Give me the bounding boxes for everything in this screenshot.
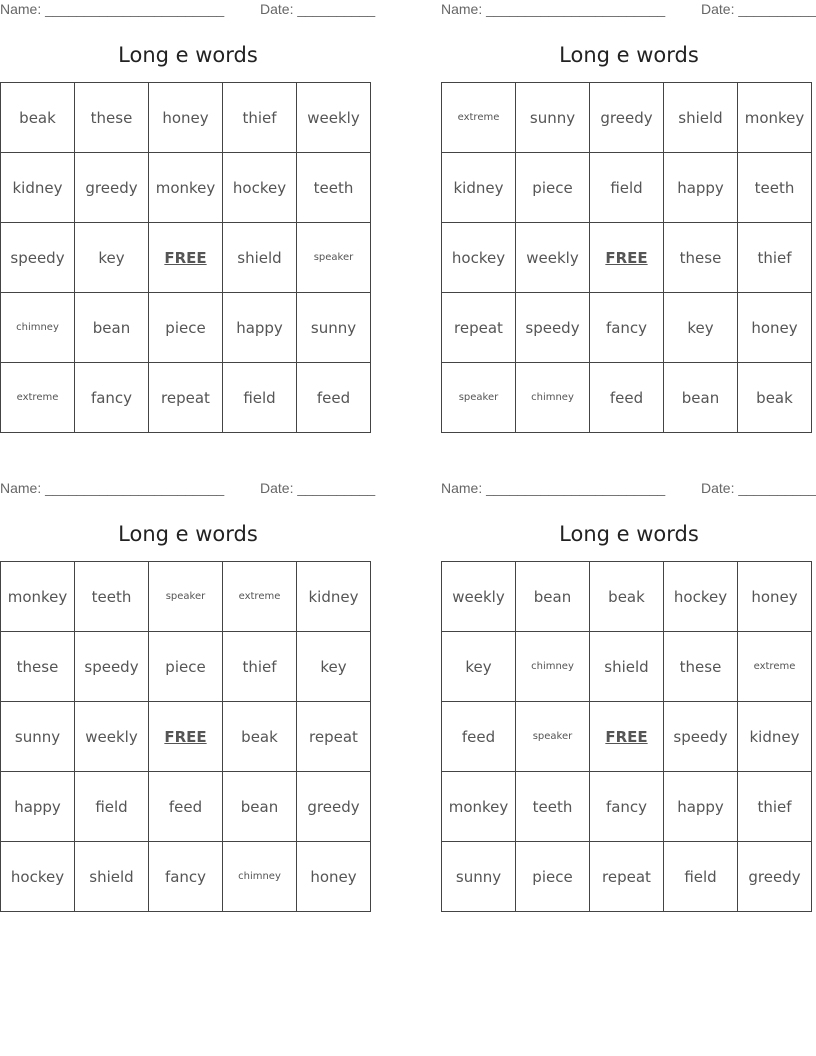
date-field: Date: __________: [701, 480, 816, 496]
grid-row: [442, 83, 812, 153]
grid-cell: sunny: [297, 293, 371, 363]
grid-row: [442, 632, 812, 702]
grid-row: [1, 363, 371, 433]
grid-cell: speaker: [516, 702, 590, 772]
grid-cell: greedy: [590, 83, 664, 153]
grid-cell: happy: [664, 772, 738, 842]
grid-cell: beak: [223, 702, 297, 772]
card-title: Long e words: [118, 43, 258, 67]
grid-cell: kidney: [442, 153, 516, 223]
grid-cell: greedy: [297, 772, 371, 842]
date-field: Date: __________: [260, 1, 376, 17]
grid-row: [1, 153, 371, 223]
grid-cell: beak: [590, 562, 664, 632]
name-field: Name: _______________________: [441, 1, 666, 17]
grid-cell: greedy: [75, 153, 149, 223]
free-space: FREE: [149, 702, 223, 772]
grid-cell: field: [590, 153, 664, 223]
date-field: Date: __________: [260, 480, 376, 496]
grid-cell: speaker: [442, 363, 516, 433]
grid-row: [1, 223, 371, 293]
grid-cell: repeat: [149, 363, 223, 433]
bingo-card-1: [0, 0, 376, 440]
grid-cell: weekly: [442, 562, 516, 632]
grid-cell: feed: [442, 702, 516, 772]
grid-cell: key: [75, 223, 149, 293]
bingo-card-2: [441, 0, 816, 440]
grid-cell: field: [75, 772, 149, 842]
grid-cell: these: [75, 83, 149, 153]
grid-cell: field: [664, 842, 738, 912]
grid-row: [1, 772, 371, 842]
grid-cell: bean: [516, 562, 590, 632]
grid-cell: thief: [738, 223, 812, 293]
grid-cell: honey: [297, 842, 371, 912]
grid-cell: monkey: [1, 562, 75, 632]
grid-row: [1, 293, 371, 363]
card-title: Long e words: [559, 522, 699, 546]
grid-cell: repeat: [590, 842, 664, 912]
grid-cell: key: [442, 632, 516, 702]
free-space: FREE: [590, 702, 664, 772]
grid-cell: weekly: [516, 223, 590, 293]
grid-cell: sunny: [516, 83, 590, 153]
grid-cell: monkey: [738, 83, 812, 153]
grid-cell: repeat: [442, 293, 516, 363]
grid-cell: weekly: [297, 83, 371, 153]
grid-cell: extreme: [442, 83, 516, 153]
grid-cell: teeth: [516, 772, 590, 842]
free-space: FREE: [590, 223, 664, 293]
grid-cell: monkey: [442, 772, 516, 842]
grid-cell: speedy: [1, 223, 75, 293]
grid-cell: speedy: [664, 702, 738, 772]
grid-cell: bean: [75, 293, 149, 363]
grid-cell: extreme: [738, 632, 812, 702]
grid-cell: piece: [516, 153, 590, 223]
grid-cell: shield: [223, 223, 297, 293]
grid-row: [1, 83, 371, 153]
card-title: Long e words: [559, 43, 699, 67]
grid-cell: shield: [590, 632, 664, 702]
grid-cell: field: [223, 363, 297, 433]
name-field: Name: _______________________: [0, 1, 225, 17]
grid-row: [442, 772, 812, 842]
grid-row: [442, 702, 812, 772]
bingo-card-4: [441, 479, 816, 919]
grid-row: [1, 702, 371, 772]
grid-cell: teeth: [75, 562, 149, 632]
grid-cell: key: [664, 293, 738, 363]
grid-cell: feed: [297, 363, 371, 433]
grid-row: [1, 562, 371, 632]
grid-cell: speaker: [149, 562, 223, 632]
grid-row: [442, 363, 812, 433]
grid-cell: monkey: [149, 153, 223, 223]
grid-cell: happy: [223, 293, 297, 363]
grid-cell: hockey: [664, 562, 738, 632]
grid-cell: thief: [223, 632, 297, 702]
grid-cell: kidney: [1, 153, 75, 223]
grid-cell: teeth: [738, 153, 812, 223]
grid-cell: beak: [1, 83, 75, 153]
card-title: Long e words: [118, 522, 258, 546]
grid-cell: these: [664, 223, 738, 293]
grid-cell: honey: [738, 293, 812, 363]
grid-cell: kidney: [297, 562, 371, 632]
grid-cell: speedy: [75, 632, 149, 702]
grid-cell: hockey: [1, 842, 75, 912]
grid-cell: speedy: [516, 293, 590, 363]
grid-cell: piece: [149, 632, 223, 702]
grid-row: [442, 842, 812, 912]
grid-cell: chimney: [516, 632, 590, 702]
card-header: [441, 1, 816, 19]
free-space: FREE: [149, 223, 223, 293]
grid-cell: thief: [223, 83, 297, 153]
grid-cell: fancy: [75, 363, 149, 433]
grid-cell: chimney: [223, 842, 297, 912]
name-field: Name: _______________________: [0, 480, 225, 496]
grid-cell: shield: [75, 842, 149, 912]
card-header: [441, 480, 816, 498]
grid-cell: speaker: [297, 223, 371, 293]
grid-cell: fancy: [149, 842, 223, 912]
grid-cell: extreme: [223, 562, 297, 632]
grid-cell: chimney: [516, 363, 590, 433]
grid-cell: feed: [149, 772, 223, 842]
grid-row: [442, 153, 812, 223]
grid-cell: happy: [664, 153, 738, 223]
grid-cell: sunny: [442, 842, 516, 912]
grid-cell: sunny: [1, 702, 75, 772]
grid-cell: extreme: [1, 363, 75, 433]
grid-row: [442, 223, 812, 293]
grid-cell: happy: [1, 772, 75, 842]
grid-cell: chimney: [1, 293, 75, 363]
grid-cell: piece: [516, 842, 590, 912]
grid-cell: hockey: [442, 223, 516, 293]
grid-cell: piece: [149, 293, 223, 363]
name-field: Name: _______________________: [441, 480, 666, 496]
bingo-grid: [441, 82, 812, 433]
grid-row: [1, 632, 371, 702]
grid-cell: shield: [664, 83, 738, 153]
card-header: [0, 1, 376, 19]
grid-row: [1, 842, 371, 912]
grid-row: [442, 293, 812, 363]
grid-cell: honey: [738, 562, 812, 632]
grid-cell: kidney: [738, 702, 812, 772]
grid-cell: bean: [664, 363, 738, 433]
grid-cell: greedy: [738, 842, 812, 912]
grid-cell: key: [297, 632, 371, 702]
bingo-card-3: [0, 479, 376, 919]
bingo-grid: [0, 82, 371, 433]
grid-cell: honey: [149, 83, 223, 153]
grid-cell: feed: [590, 363, 664, 433]
grid-cell: teeth: [297, 153, 371, 223]
grid-cell: these: [664, 632, 738, 702]
grid-cell: bean: [223, 772, 297, 842]
grid-cell: thief: [738, 772, 812, 842]
grid-cell: weekly: [75, 702, 149, 772]
grid-cell: fancy: [590, 293, 664, 363]
grid-cell: repeat: [297, 702, 371, 772]
card-header: [0, 480, 376, 498]
grid-cell: beak: [738, 363, 812, 433]
grid-cell: hockey: [223, 153, 297, 223]
grid-cell: fancy: [590, 772, 664, 842]
bingo-grid: [441, 561, 812, 912]
grid-cell: these: [1, 632, 75, 702]
date-field: Date: __________: [701, 1, 816, 17]
bingo-grid: [0, 561, 371, 912]
grid-row: [442, 562, 812, 632]
